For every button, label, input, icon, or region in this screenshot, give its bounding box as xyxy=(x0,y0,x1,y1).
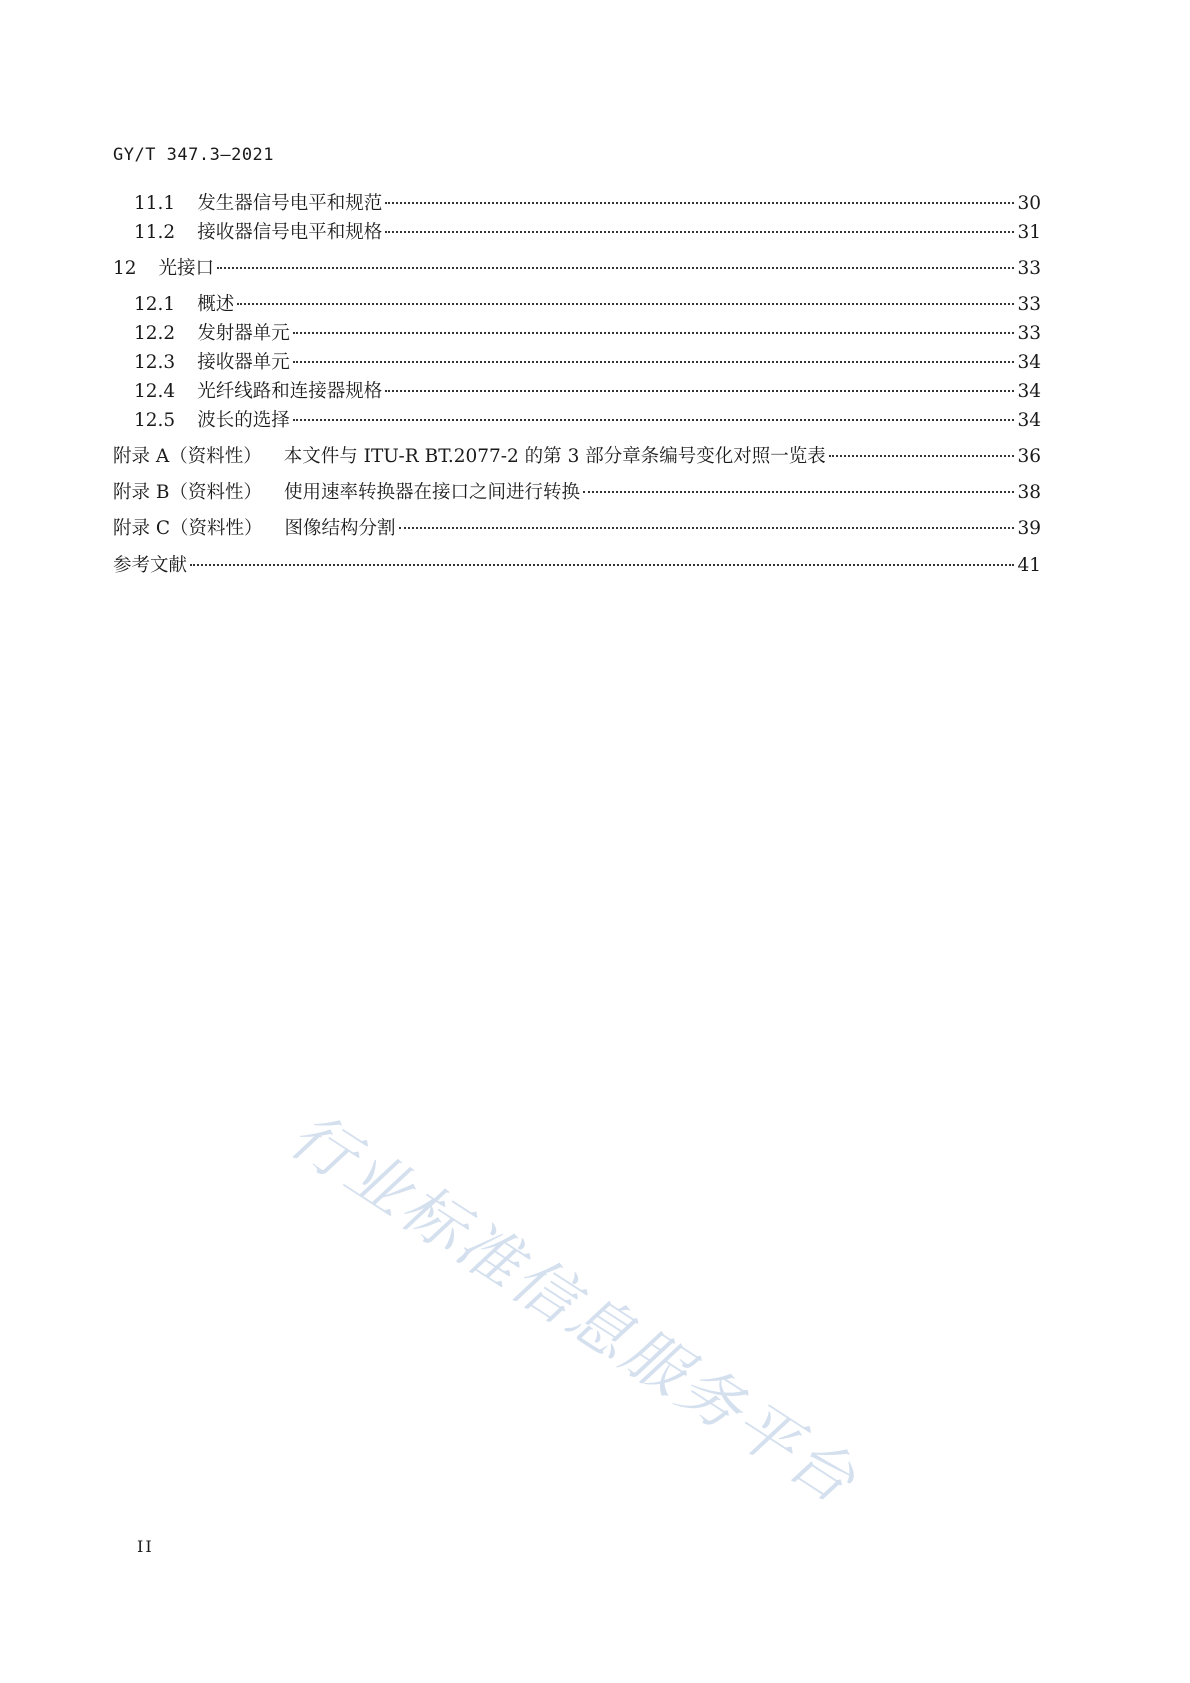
toc-entry-12-4[interactable] xyxy=(113,380,1041,404)
toc-entry-page: 36 xyxy=(1017,446,1041,467)
toc-leader-dots xyxy=(293,361,1015,363)
toc-leader-dots xyxy=(399,527,1015,529)
toc-entry-page: 34 xyxy=(1017,381,1041,402)
toc-entry-title: 本文件与 ITU-R BT.2077-2 的第 3 部分章条编号变化对照一览表 xyxy=(283,446,826,467)
toc-entry-page: 33 xyxy=(1017,323,1041,344)
page-number: II xyxy=(137,1537,154,1556)
watermark-text: 行业标准信息服务平台 xyxy=(277,1098,871,1519)
document-code: GY/T 347.3—2021 xyxy=(113,145,275,165)
toc-entry-page: 41 xyxy=(1017,555,1041,576)
toc-entry-number: 12.1 xyxy=(134,294,176,315)
toc-entry-12[interactable] xyxy=(113,257,1041,281)
toc-entry-references[interactable] xyxy=(113,554,1041,578)
toc-entry-12-2[interactable] xyxy=(113,322,1041,346)
toc-entry-title: 光接口 xyxy=(158,258,215,279)
toc-entry-number: 12.3 xyxy=(134,352,176,373)
toc-leader-dots xyxy=(583,491,1014,493)
toc-leader-dots xyxy=(385,231,1014,233)
toc-entry-11-1[interactable] xyxy=(113,192,1041,216)
toc-entry-12-3[interactable] xyxy=(113,351,1041,375)
toc-entry-page: 33 xyxy=(1017,294,1041,315)
toc-entry-11-2[interactable] xyxy=(113,221,1041,245)
toc-entry-title: 发射器单元 xyxy=(197,323,290,344)
toc-entry-title: 波长的选择 xyxy=(197,410,290,431)
toc-entry-page: 34 xyxy=(1017,352,1041,373)
toc-entry-number: 附录 C（资料性） xyxy=(113,518,263,539)
toc-entry-title: 接收器单元 xyxy=(197,352,290,373)
toc-entry-page: 34 xyxy=(1017,410,1041,431)
toc-entry-number: 附录 A（资料性） xyxy=(113,446,262,467)
toc-leader-dots xyxy=(237,303,1014,305)
toc-entry-title: 接收器信号电平和规格 xyxy=(197,222,383,243)
toc-entry-appendix-a[interactable] xyxy=(113,445,1041,469)
toc-leader-dots xyxy=(293,332,1015,334)
toc-entry-page: 30 xyxy=(1017,193,1041,214)
toc-leader-dots xyxy=(293,419,1015,421)
toc-leader-dots xyxy=(829,455,1015,457)
toc-entry-title: 参考文献 xyxy=(113,555,188,576)
toc-entry-12-5[interactable] xyxy=(113,409,1041,433)
toc-entry-title: 概述 xyxy=(197,294,235,315)
toc-entry-number: 12.5 xyxy=(134,410,176,431)
toc-entry-12-1[interactable] xyxy=(113,293,1041,317)
toc-entry-number: 12 xyxy=(113,258,137,279)
toc-entry-title: 发生器信号电平和规范 xyxy=(197,193,383,214)
toc-entry-page: 33 xyxy=(1017,258,1041,279)
toc-entry-number: 12.2 xyxy=(134,323,176,344)
toc-entry-page: 31 xyxy=(1017,222,1041,243)
toc-entry-appendix-c[interactable] xyxy=(113,517,1041,541)
toc-leader-dots xyxy=(190,564,1014,566)
toc-entry-appendix-b[interactable] xyxy=(113,481,1041,505)
toc-entry-number: 附录 B（资料性） xyxy=(113,482,262,503)
toc-leader-dots xyxy=(385,390,1014,392)
toc-entry-title: 光纤线路和连接器规格 xyxy=(197,381,383,402)
toc-entry-number: 11.1 xyxy=(134,193,176,214)
toc-entry-number: 12.4 xyxy=(134,381,176,402)
toc-leader-dots xyxy=(385,202,1014,204)
toc-entry-number: 11.2 xyxy=(134,222,176,243)
toc-entry-page: 39 xyxy=(1017,518,1041,539)
toc-entry-page: 38 xyxy=(1017,482,1041,503)
toc-leader-dots xyxy=(217,267,1014,269)
toc-entry-title: 图像结构分割 xyxy=(284,518,396,539)
toc-entry-title: 使用速率转换器在接口之间进行转换 xyxy=(283,482,580,503)
